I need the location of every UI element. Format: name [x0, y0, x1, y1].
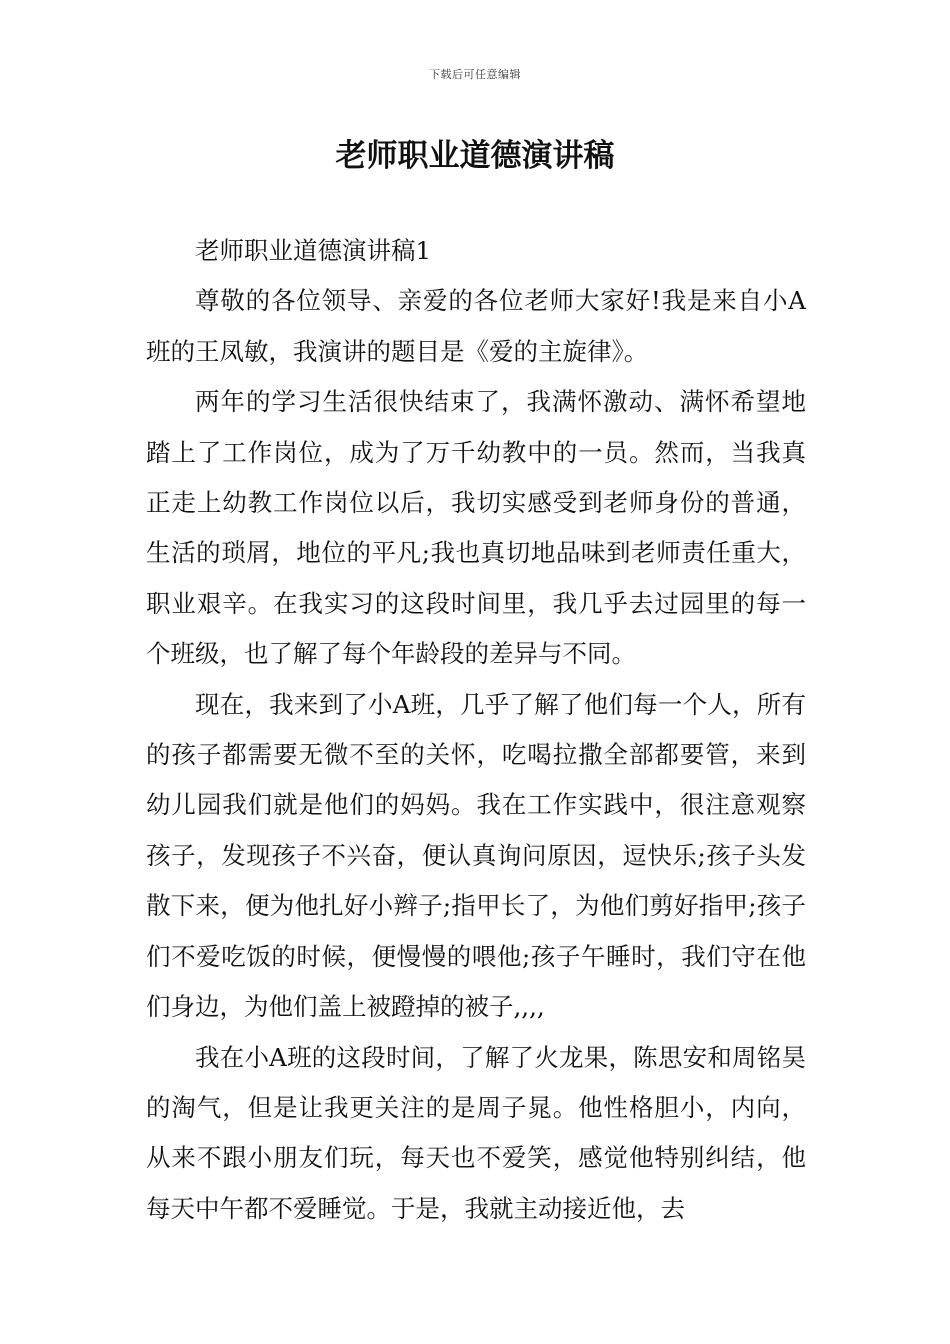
- document-title: 老师职业道德演讲稿: [335, 138, 615, 174]
- paragraph-greeting: 尊敬的各位领导、亲爱的各位老师大家好!我是来自小A班的王凤敏，我演讲的题目是《爱的主旋律》。: [146, 286, 806, 366]
- document-body: [146, 226, 806, 1234]
- paragraph-zhou-zichao: 我在小A班的这段时间，了解了火龙果，陈思安和周铭昊的淘气，但是让我更关注的是周子晁。他性格胆小，内向，从来不跟小朋友们玩，每天也不爱笑，感觉他特别纠结，他每天中午都不爱睡觉。于是，我就主动接近他，去: [146, 1042, 806, 1223]
- paragraph-two-years: 两年的学习生活很快结束了，我满怀激动、满怀希望地踏上了工作岗位，成为了万千幼教中的一员。然而，当我真正走上幼教工作岗位以后，我切实感受到老师身份的普通，生活的琐屑，地位的平凡;我也真切地品味到老师责任重大，职业艰辛。在我实习的这段时间里，我几乎去过园里的每一个班级，也了解了每个年龄段的差异与不同。: [146, 387, 806, 669]
- paragraph-class-a: 现在，我来到了小A班，几乎了解了他们每一个人，所有的孩子都需要无微不至的关怀，吃喝拉撒全部都要管，来到幼儿园我们就是他们的妈妈。我在工作实践中，很注意观察孩子，发现孩子不兴奋，便认真询问原因，逗快乐;孩子头发散下来，便为他扎好小辫子;指甲长了，为他们剪好指甲;孩子们不爱吃饭的时候，便慢慢的喂他;孩子午睡时，我们守在他们身边，为他们盖上被蹬掉的被子,,,,: [146, 689, 806, 1022]
- header-note: 下载后可任意编辑: [429, 68, 521, 81]
- section-heading: 老师职业道德演讲稿1: [195, 236, 432, 265]
